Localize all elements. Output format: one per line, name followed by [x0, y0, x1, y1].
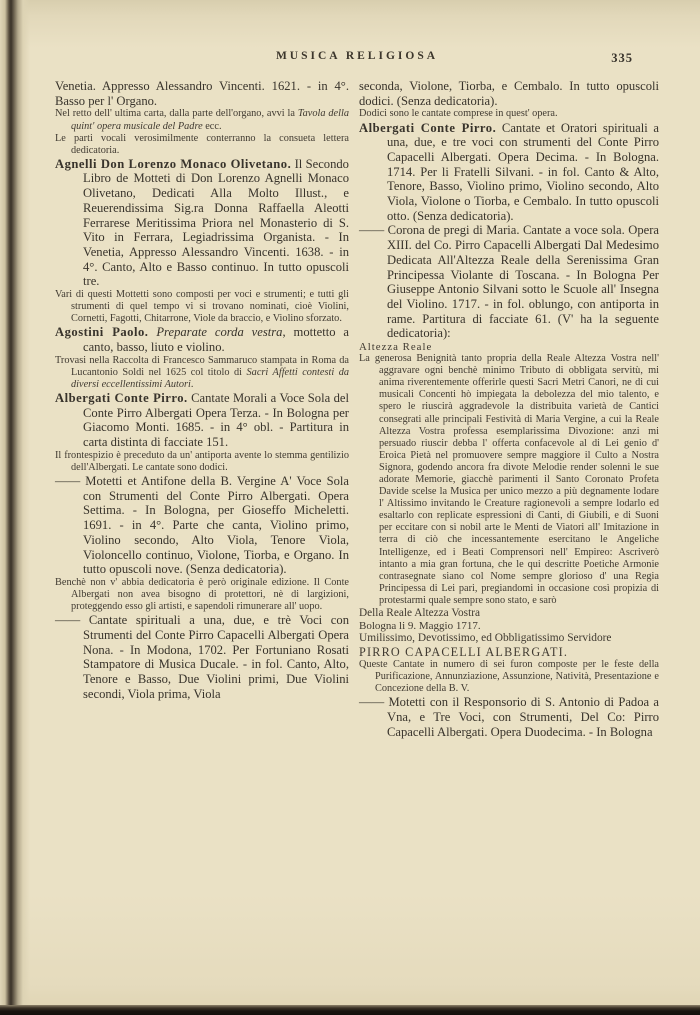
entry-albergati-decima: Albergati Conte Pirro. Cantate et Oratori spirituali a una, due, e tre voci con strumenti del Conte Pirro Capacelli Albergati. Opera Decima. - In Bologna. 1714. Per li Fratelli Silvani. - in fol. Canto & Alto, Tenore, Basso, Violino primo, Violino secondo, Alto Viola, Violone o Tiorba, e Cembalo. In tutto opuscoli otto. (Senza dedicatoria). [359, 120, 659, 223]
left-column [55, 79, 349, 739]
text-columns [55, 79, 659, 739]
note-trovasi: Trovasi nella Raccolta di Francesco Sammaruco stampata in Roma da Lucantonio Soldi nel 1625 col titolo di Sacri Affetti contesti da diversi eccellentissimi Autori. [55, 354, 349, 390]
note-frontespizio: Il frontespizio è preceduto da un' antiporta avente lo stemma gentilizio dell'Albergati. Le cantate sono dodici. [55, 449, 349, 473]
page-number: 335 [611, 51, 633, 65]
page-header-title: MUSICA RELIGIOSA [275, 50, 439, 62]
entry-motetti-responsorio: —— Motetti con il Responsorio di S. Antonio di Padoa a Vna, e Tre Voci, con Strumenti, Del Co: Pirro Capacelli Albergati. Opera Duodecima. - In Bologna [359, 695, 659, 739]
scan-bottom-edge [0, 1005, 700, 1015]
note-vari-mottetti: Vari di questi Mottetti sono composti per voci e strumenti; e tutti gli strumenti di quel tempo vi si trovano nominati, cioè Violini, Cornetti, Fagotti, Chitarrone, Viole da braccio, e Violino sforzato. [55, 289, 349, 325]
dedication-bologna: Bologna li 9. Maggio 1717. [359, 619, 481, 632]
cont-venetia: Venetia. Appresso Alessandro Vincenti. 1621. - in 4°. Basso per l' Organo. [55, 79, 349, 108]
note-queste-cantate: Queste Cantate in numero di sei furon composte per le feste della Purificazione, Annunziazione, Assunzione, Natività, Presentazione e Concezione della B. V. [359, 659, 659, 695]
note-benche: Benchè non v' abbia dedicatoria è però originale edizione. Il Conte Albergati non avea bisogno di protettori, nè di largizioni, proteggendo esso gli artisti, e sapendoli rimunerare all' uopo. [55, 577, 349, 613]
note-le-parti: Le parti vocali verosimilmente conterranno la consueta lettera dedicatoria. [55, 132, 349, 156]
book-gutter-shadow [0, 0, 30, 1015]
dedication-servidore: Umilissimo, Devotissimo, ed Obbligatissimo Servidore [359, 632, 612, 645]
running-header [55, 50, 659, 70]
note-nel-retto: Nel retto dell' ultima carta, dalla parte dell'organo, avvi la Tavola della quint' opera musicale del Padre ecc. [55, 108, 349, 132]
dedication-della: Della Reale Altezza Vostra [359, 607, 480, 620]
entry-agnelli: Agnelli Don Lorenzo Monaco Olivetano. Il Secondo Libro de Motteti di Don Lorenzo Agnelli Monaco Olivetano, Dedicati Alla Molto Illust., e Reuerendissima Sig.ra Donna Raffaella Aleotti Ferrarese Meritissima Priora nel Monasterio di S. Vito in Ferrara, Legiadrissima Organista. - In Venetia, Appresso Alessandro Vincenti. 1638. - in 4°. Canto, Alto e Basso continuo. In tutto opuscoli tre. [55, 156, 349, 289]
entry-albergati-terza: Albergati Conte Pirro. Cantate Morali a Voce Sola del Conte Pirro Albergati Opera Terza. - In Bologna per Giacomo Monti. 1685. - in 4° obl. - Partitura in carta distinta di facciate 151. [55, 391, 349, 450]
cont-seconda: seconda, Violone, Tiorba, e Cembalo. In tutto opuscoli dodici. (Senza dedicatoria). [359, 79, 659, 108]
entry-agostini: Agostini Paolo. Preparate corda vestra, mottetto a canto, basso, liuto e violino. [55, 325, 349, 355]
entry-cantate-spirituali: —— Cantate spirituali a una, due, e trè Voci con Strumenti del Conte Pirro Capacelli Albergati Opera Nona. - In Modona, 1702. Per Fortuniano Rosati Stampatore di Musica Ducale. - in fol. Canto, Alto, Tenore e Basso, Due Violini primi, Due Violini secondi, Viola prima, Viola [55, 613, 349, 701]
heading-altezza-reale: Altezza Reale [359, 341, 433, 354]
dedication-signature: PIRRO CAPACELLI ALBERGATI. [359, 645, 569, 660]
entry-motetti-antifone: —— Motetti et Antifone della B. Vergine A' Voce Sola con Strumenti del Conte Pirro Albergati. Opera Settima. - In Bologna, per Gioseffo Micheletti. 1691. - in 4°. Parte che canta, Violino primo, Violino secondo, Alto Viola, Tenore Viola, Violoncello continuo, Violone, Tiorba, e Organo. In tutto opuscoli nove. (Senza dedicatoria). [55, 474, 349, 577]
note-dodici: Dodici sono le cantate comprese in quest' opera. [359, 108, 558, 120]
right-column [359, 79, 659, 739]
entry-corona: —— Corona de pregi di Maria. Cantate a voce sola. Opera XIII. del Co. Pirro Capacelli Albergati Dal Medesimo Dedicata All'Altezza Reale della Serenissima Gran Principessa Violante di Toscana. - In Bologna Per Giuseppe Antonio Silvani sotto le Scuole all' Insegna del Violino. 1717. - in fol. oblungo, con antiporta in rame. Partitura di facciate 61. (V' ha la seguente dedicatoria): [359, 223, 659, 341]
dedication-text: La generosa Benignità tanto propria della Reale Altezza Vostra nell' aggravare ogni benchè minimo Tributo di obbligata servitù, mi anima riverentemente offerirle questi Sacri Metri Canori, ne di cui musicali Concenti hò impiegata la debolezza del mio talento, e spero le riuscirà aggradevole la distribuita varietà de Cantici consegrati alle principali Festività di Maria Vergine, a cui la Reale Altezza Vostra professa esemplarissima Divozione: anzi mi persuado riuscir debba l' offerta confacevole al di Lei genio d' Eroica Pietà nel promuovere sempre maggiore il Culto a Nostra Signora, godendo ancora fra divote Melodie render solenni le sue adorate Memorie, giacchè parimenti il Santo Coronato Profeta Davide scelse la Musica per unico mezzo a più degnamente lodare l' Altissimo invitando le Creature ragionevoli a sempre lodarlo ed esaltarlo con replicate espressioni di Canti, di Giubili, e di Suoni per eccitare con si nobil arte le Menti de Viatori all' Imitazione in terra di ciò che incessantemente esercitano le Angeliche Intelligenze, ed i Beati Comprensori nell' Empireo: Ascriverò intanto a mia gran fortuna, che le qui descritte Poetiche Armonie contrasegnate siano col Nome sempre glorioso d' una Regia Principessa di Lei pari, pregiandomi in occasione così propizia di protestarmi quale sempre sono stato, e sarò [359, 353, 659, 606]
